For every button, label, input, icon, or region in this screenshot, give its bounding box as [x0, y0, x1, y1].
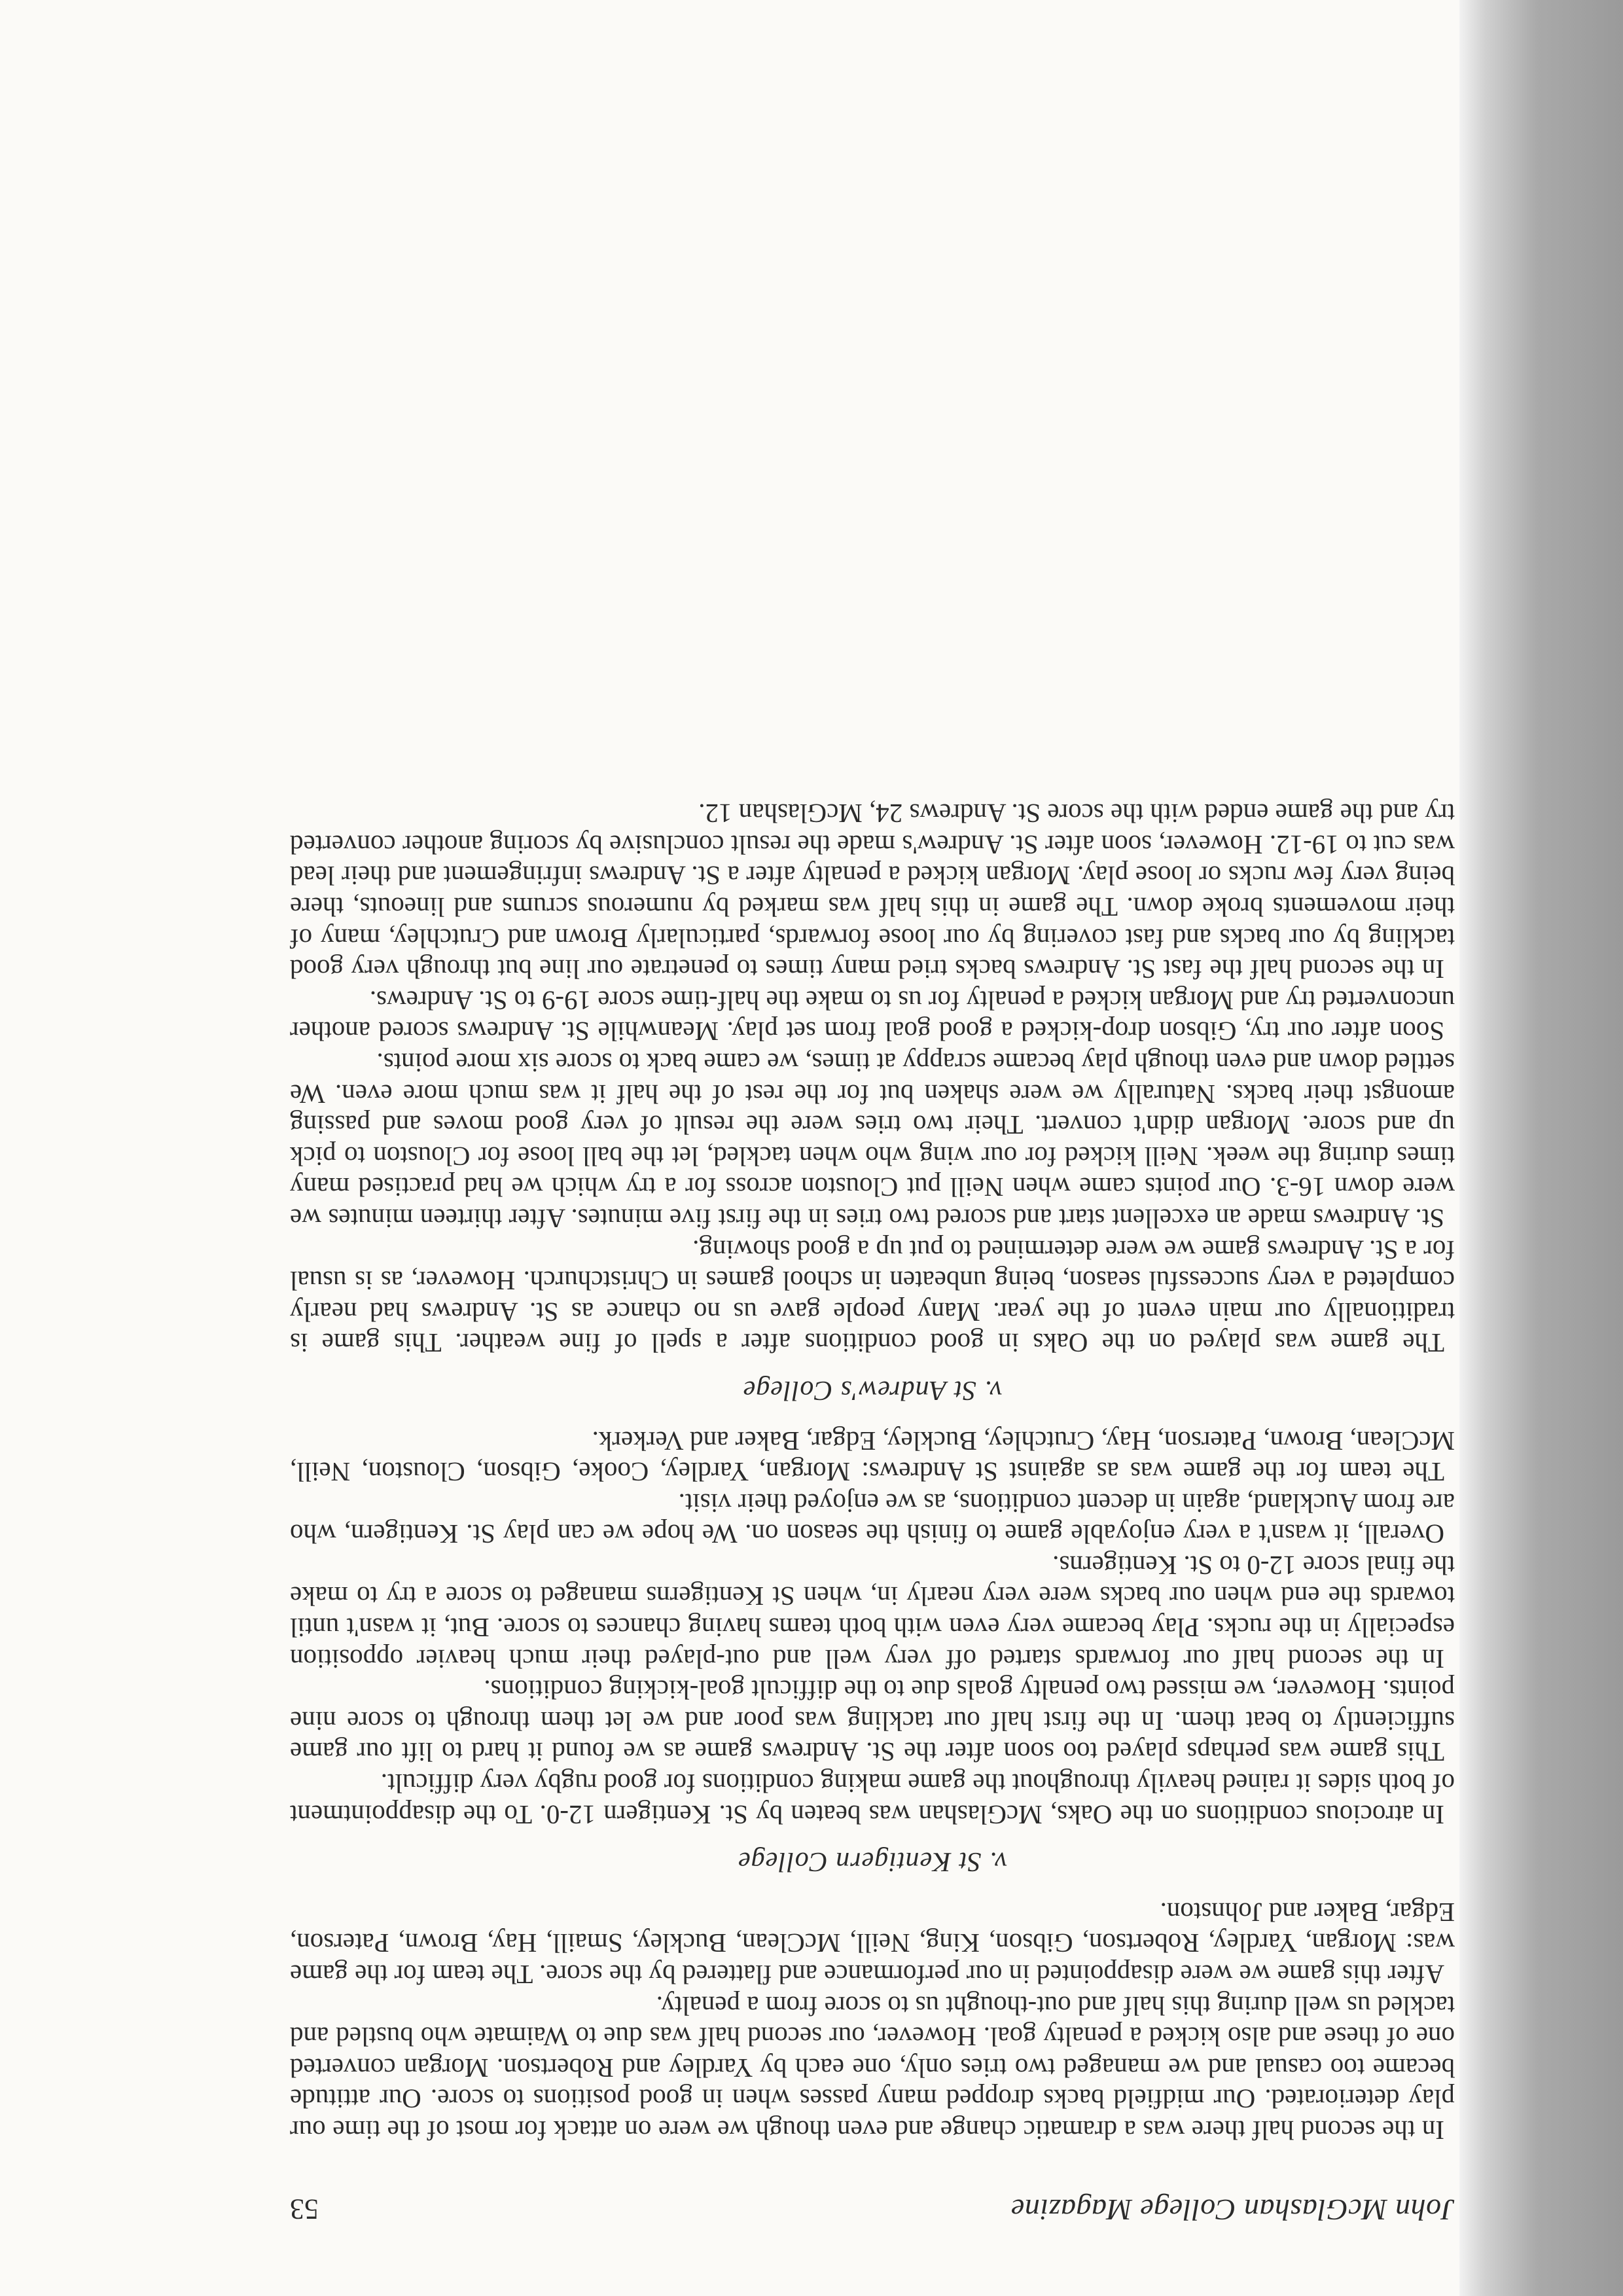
section-heading-andrews: v. St Andrew's College	[742, 1374, 1003, 1405]
andrews-paragraph-4: In the second half the fast St. Andrews backs tried many times to penetrate our line but through very good tackling by our backs and fast covering by our loose forwards, particularly Brown and Crutchley, many of their movements broke down. The game in this half was marked by numerous scrums and lineouts, there being very few rucks or loose play. Morgan kicked a penalty after a St. Andrews infringement and their lead was cut to 19-12. However, soon after St. Andrew's made the result conclusive by scoring another converted try and the game ended with the score St. Andrews 24, McGlashan 12.	[290, 798, 1455, 985]
section-heading-kentigern: v. St Kentigern College	[738, 1846, 1007, 1877]
waimate-second-half-paragraph: In the second half there was a dramatic change and even though we were on attack for most of the time our play deteriorated. Our midfield backs dropped many passes when in good positions to score. Our attitude became too casual and we managed two tries only, one each by Yardley and Robertson. Morgan converted one of these and also kicked a penalty goal. However, our second half was due to Waimate who bustled and tackled us well during this half and out-thought us to score from a penalty.	[290, 1990, 1455, 2145]
running-header	[290, 2185, 1455, 2225]
magazine-title: John McGlashan College Magazine	[1010, 2193, 1455, 2227]
andrews-paragraph-3: Soon after our try, Gibson drop-kicked a good goal from set play. Meanwhile St. Andrews scored another unconverted try and Morgan kicked a penalty for us to make the half-time score 19-9 to St. Andrews.	[290, 985, 1455, 1047]
page-content	[290, 798, 1455, 2225]
kentigern-paragraph-1: In atrocious conditions on the Oaks, McGlashan was beaten by St. Kentigern 12-0. To the disappointment of both sides it rained heavily throughout the game making conditions for good rugby very difficult.	[290, 1768, 1455, 1830]
kentigern-paragraph-2: This game was perhaps played too soon after the St. Andrews game as we found it hard to lift our game sufficiently to beat them. In the first half our tackling was poor and we let them through to score nine points. However, we missed two penalty goals due to the difficult goal-kicking conditions.	[290, 1675, 1455, 1768]
scanner-edge-shadow	[1459, 0, 1623, 2296]
kentigern-team-paragraph: The team for the game was as against St Andrews: Morgan, Yardley, Cooke, Gibson, Clouston, Neill, McClean, Brown, Paterson, Hay, Crutchley, Buckley, Edgar, Baker and Verkerk.	[290, 1426, 1455, 1488]
kentigern-paragraph-3: In the second half our forwards started off very well and out-played their much heavier opposition especially in the rucks. Play became very even with both teams having chances to score. But, it wasn't until towards the end when our backs were very nearly in, when St Kentigerns managed to score a try to make the final score 12-0 to St. Kentigerns.	[290, 1550, 1455, 1674]
waimate-team-paragraph: After this game we were disappointed in our performance and flattered by the score. The team for the game was: Morgan, Yardley, Robertson, Gibson, King, Neill, McClean, Buckley, Smaill, Hay, Brown, Paterson, Edgar, Baker and Johnston.	[290, 1897, 1455, 1990]
andrews-paragraph-2: St. Andrews made an excellent start and scored two tries in the first five minutes. After thirteen minutes we were down 16-3. Our points came when Neill put Clouston across for a try which we had practised many times during the week. Neill kicked for our wing who when tackled, let the ball loose for Clouston to pick up and score. Morgan didn't convert. Their two tries were the result of very good moves and passing amongst their backs. Naturally we were shaken but for the rest of the half it was much more even. We settled down and even though play became scrappy at times, we came back to score six more points.	[290, 1048, 1455, 1234]
andrews-paragraph-1: The game was played on the Oaks in good conditions after a spell of fine weather. This game is traditionally our main event of the year. Many people gave us no chance as St. Andrews had nearly completed a very successful season, being unbeaten in school games in Christchurch. However, as is usual for a St. Andrews game we were determined to put up a good showing.	[290, 1234, 1455, 1359]
kentigern-paragraph-4: Overall, it wasn't a very enjoyable game to finish the season on. We hope we can play St. Kentigern, who are from Auckland, again in decent conditions, as we enjoyed their visit.	[290, 1488, 1455, 1550]
page-number: 53	[290, 2193, 319, 2225]
